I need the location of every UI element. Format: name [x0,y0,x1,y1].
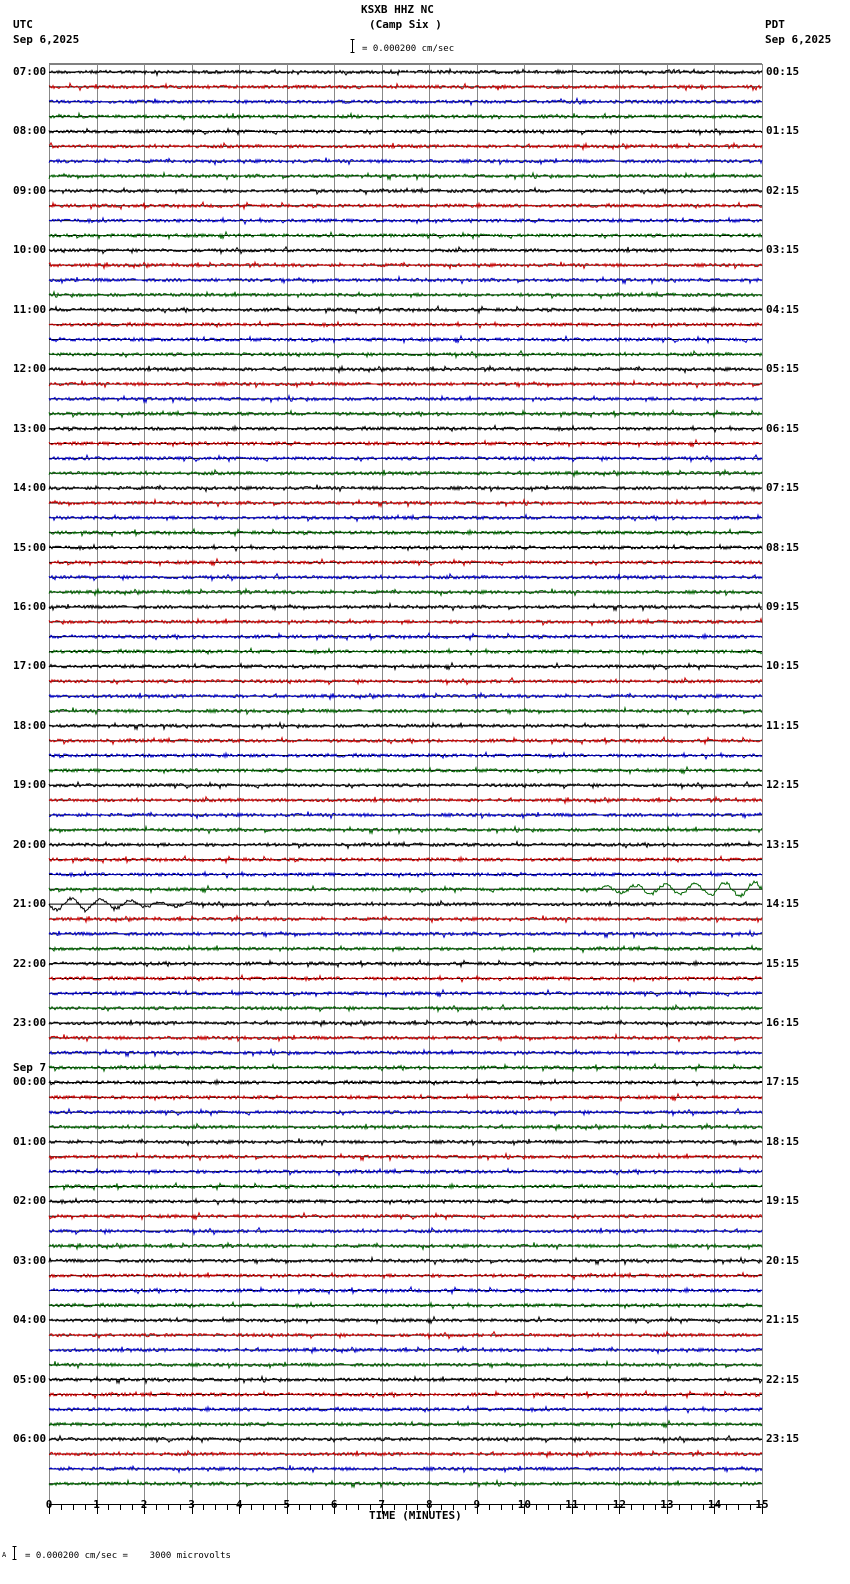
pdt-hour-label: 16:15 [766,1016,800,1030]
pdt-hour-label: 07:15 [766,481,800,495]
pdt-hour-label: 03:15 [766,243,800,257]
pdt-hour-label: 20:15 [766,1253,800,1267]
utc-hour-label: 13:00 [13,421,47,435]
utc-hour-label: 12:00 [13,362,47,376]
pdt-hour-label: 01:15 [766,124,800,138]
utc-hour-label: 22:00 [13,956,47,970]
x-tick-label: 0 [45,1498,53,1511]
x-tick-label: 15 [755,1498,769,1511]
pdt-hour-label: 15:15 [766,956,800,970]
utc-hour-label: 01:00 [13,1134,47,1148]
x-tick-label: 4 [235,1498,243,1511]
footer-scale-bar-icon [12,1546,17,1565]
x-tick-label: 14 [707,1498,722,1511]
utc-hour-label: 14:00 [13,481,47,495]
x-tick-label: 10 [517,1498,531,1511]
x-tick-label: 5 [283,1498,290,1511]
utc-hour-label: 23:00 [13,1016,47,1030]
title-station: KSXB HHZ NC [361,3,434,16]
pdt-hour-label: 05:15 [766,362,800,376]
pdt-hour-label: 18:15 [766,1134,800,1148]
pdt-hour-label: 09:15 [766,599,800,613]
pdt-hour-label: 00:15 [766,65,800,78]
pdt-hour-label: 14:15 [766,897,800,911]
pdt-hour-label: 02:15 [766,183,800,197]
pdt-hour-label: 08:15 [766,540,800,554]
utc-hour-label: 10:00 [13,243,47,257]
utc-hour-label: 04:00 [13,1313,47,1327]
pdt-hour-label: 13:15 [766,837,800,851]
left-date: Sep 6,2025 [13,33,80,46]
pdt-hour-label: 11:15 [766,718,800,732]
title-location: (Camp Six ) [369,18,442,31]
scale-text: = 0.000200 cm/sec [362,44,455,54]
utc-hour-label: 18:00 [13,718,47,732]
utc-hour-label: 19:00 [13,778,47,792]
x-tick-label: 1 [93,1498,100,1511]
utc-hour-label: 17:00 [13,659,47,673]
pdt-hour-label: 21:15 [766,1313,800,1327]
left-timezone: UTC [13,18,33,31]
x-tick-label: 13 [660,1498,674,1511]
utc-hour-label: 16:00 [13,599,47,613]
right-timezone: PDT [765,18,785,31]
x-tick-label: 12 [612,1498,627,1511]
x-tick-label: 11 [565,1498,579,1511]
x-tick-label: 2 [140,1498,148,1511]
pdt-hour-label: 19:15 [766,1194,800,1208]
utc-hour-label: 11:00 [13,302,47,316]
utc-hour-label: 20:00 [13,837,47,851]
utc-hour-label: 06:00 [13,1432,47,1446]
utc-hour-label: 21:00 [13,897,47,911]
utc-hour-label: 02:00 [13,1194,47,1208]
pdt-hour-label: 04:15 [766,302,800,316]
utc-hour-label: 05:00 [13,1372,47,1386]
pdt-hour-label: 06:15 [766,421,800,435]
x-tick-label: 7 [378,1498,386,1511]
x-tick-label: 3 [188,1498,195,1511]
utc-hour-label: 03:00 [13,1253,47,1267]
pdt-hour-label: 10:15 [766,659,800,673]
utc-hour-label: 09:00 [13,183,47,197]
pdt-hour-label: 23:15 [766,1432,800,1446]
right-date: Sep 6,2025 [765,33,832,46]
utc-hour-label: 00:00 [13,1075,47,1089]
x-tick-label: 9 [473,1498,481,1511]
x-tick-label: 8 [425,1498,433,1511]
x-tick-label: 6 [330,1498,338,1511]
utc-hour-label: 08:00 [13,124,47,138]
footer-scale-prefix: A [2,1551,7,1559]
pdt-hour-label: 22:15 [766,1372,800,1386]
date-change-label: Sep 7 [13,1061,47,1075]
pdt-hour-label: 17:15 [766,1075,800,1089]
utc-hour-label: 15:00 [13,540,47,554]
x-axis-label: TIME (MINUTES) [369,1509,462,1522]
footer-scale-text: = 0.000200 cm/sec = 3000 microvolts [25,1551,231,1561]
pdt-hour-label: 12:15 [766,778,800,792]
utc-hour-label: 07:00 [13,65,47,78]
